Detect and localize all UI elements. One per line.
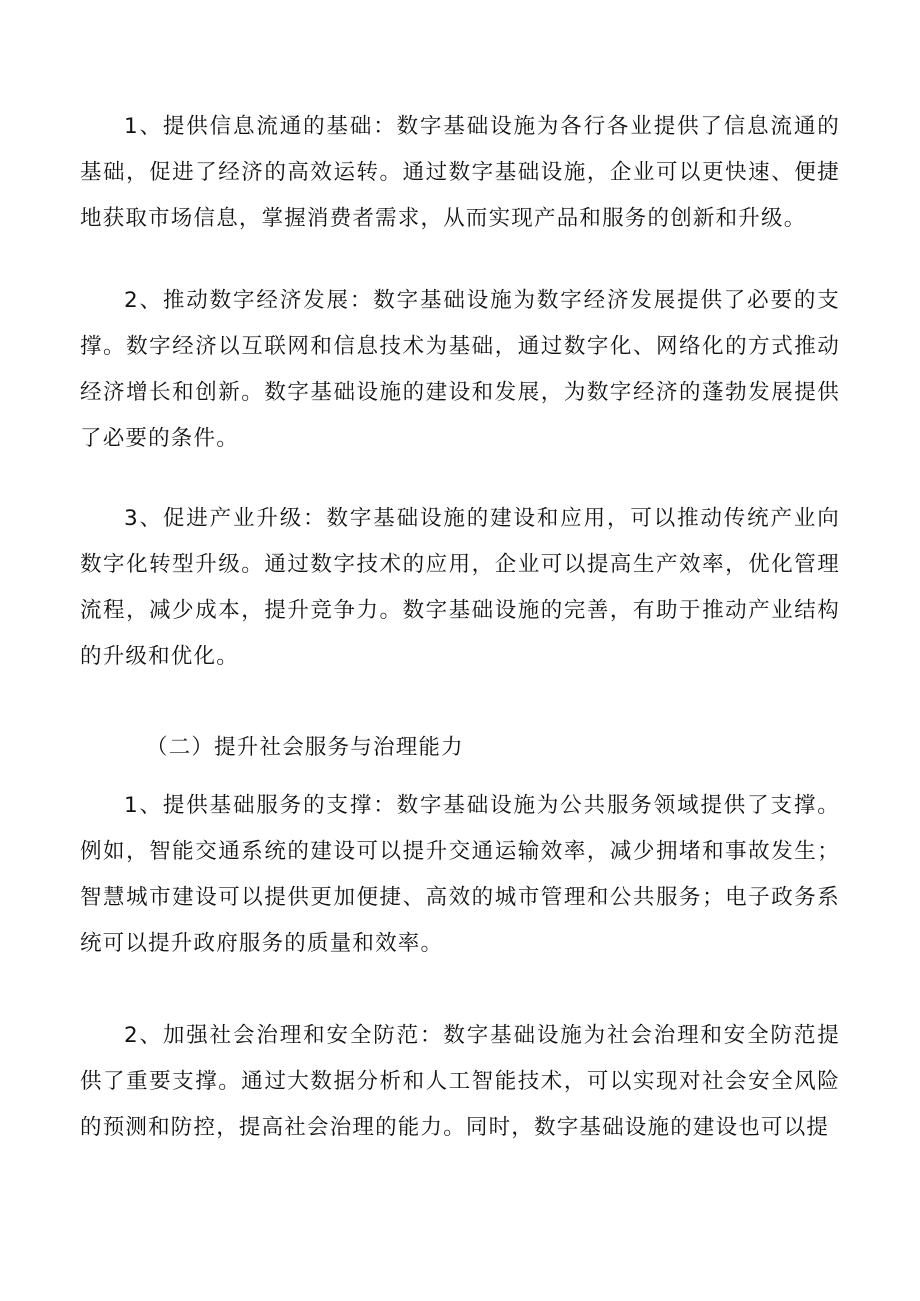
paragraph-info-flow-foundation: 1、提供信息流通的基础：数字基础设施为各行各业提供了信息流通的基础，促进了经济的高效运转。通过数字基础设施，企业可以更快速、便捷地获取市场信息，掌握消费者需求，从而实现产品和服务的创新和升级。 [80,114,840,231]
paragraph-social-governance: 2、加强社会治理和安全防范：数字基础设施为社会治理和安全防范提供了重要支撑。通过大数据分析和人工智能技术，可以实现对社会安全风险的预测和防控，提高社会治理的能力。同时，数字基础设施的建设也可以提 [80,1023,840,1140]
paragraph-industry-upgrade: 3、促进产业升级：数字基础设施的建设和应用，可以推动传统产业向数字化转型升级。通过数字技术的应用，企业可以提高生产效率，优化管理流程，减少成本，提升竞争力。数字基础设施的完善，有助于推动产业结构的升级和优化。 [80,506,840,669]
paragraph-digital-economy: 2、推动数字经济发展：数字基础设施为数字经济发展提供了必要的支撑。数字经济以互联网和信息技术为基础，通过数字化、网络化的方式推动经济增长和创新。数字基础设施的建设和发展，为数字经济的蓬勃发展提供了必要的条件。 [80,288,840,451]
paragraph-basic-services: 1、提供基础服务的支撑：数字基础设施为公共服务领域提供了支撑。例如，智能交通系统的建设可以提升交通运输效率，减少拥堵和事故发生；智慧城市建设可以提供更加便捷、高效的城市管理和公共服务；电子政务系统可以提升政府服务的质量和效率。 [80,793,840,956]
section-heading: （二）提升社会服务与治理能力 [146,735,464,760]
